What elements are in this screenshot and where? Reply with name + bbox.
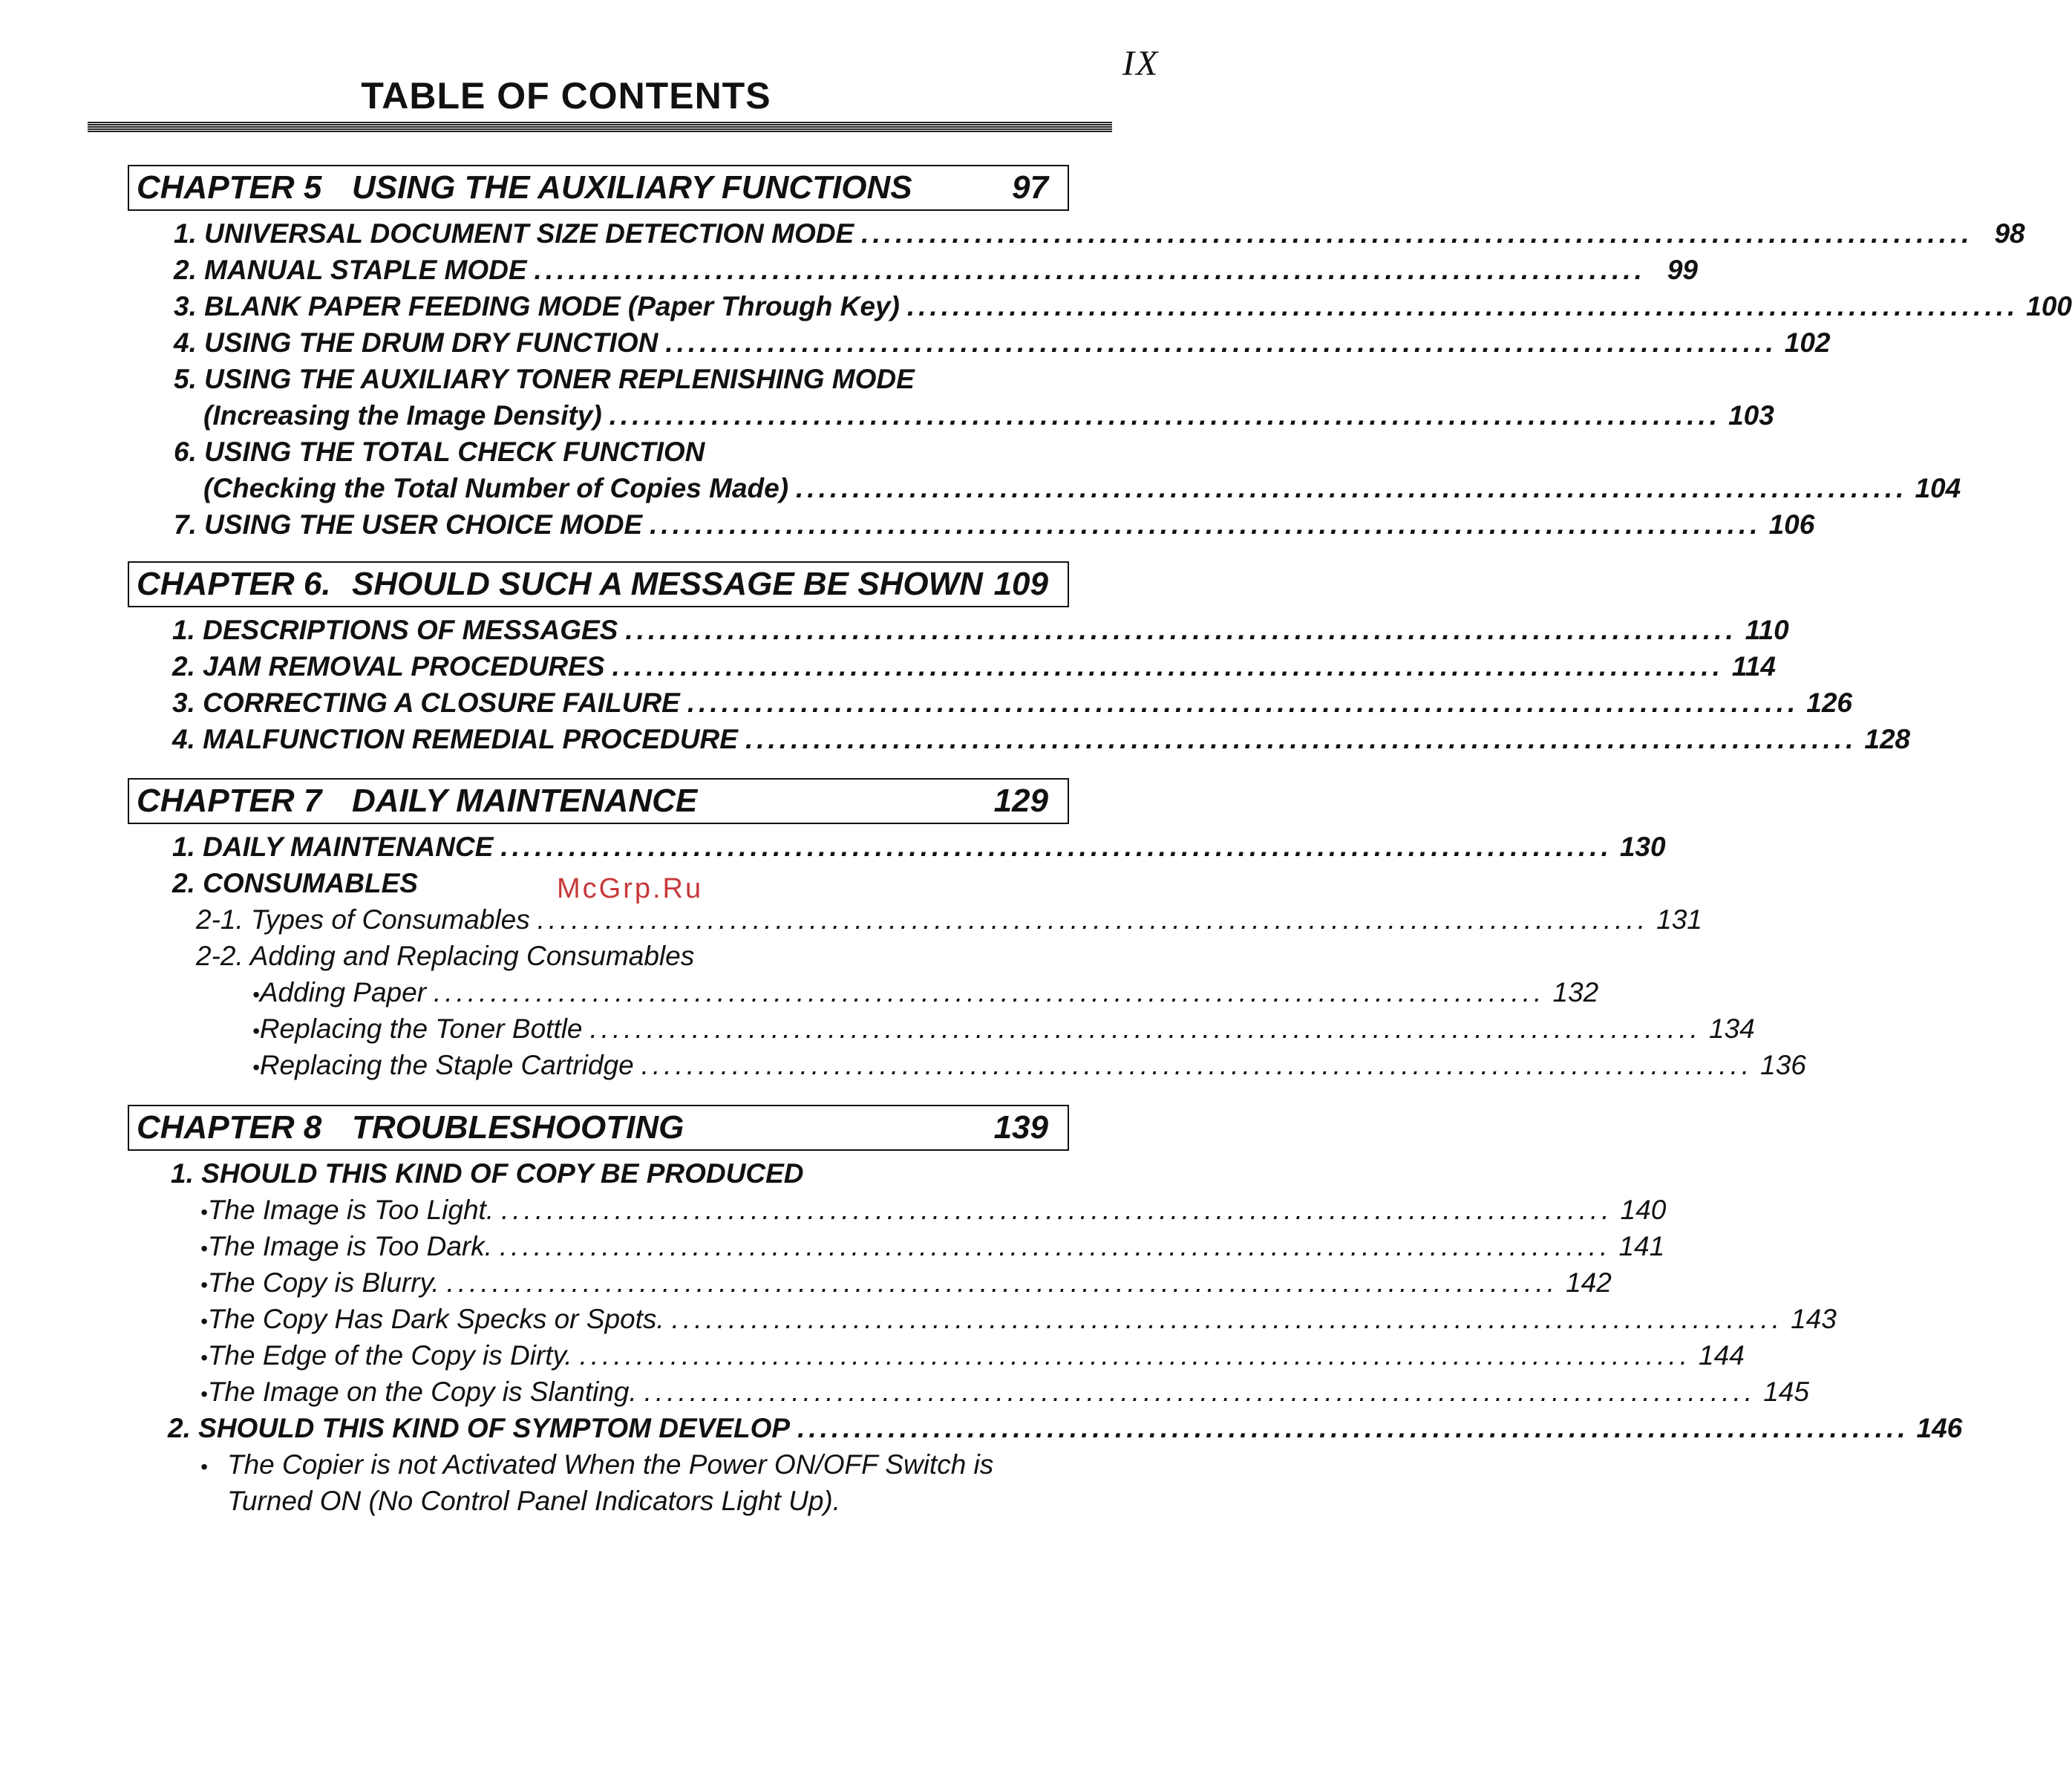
toc-bullet-entry[interactable]: • The Image is Too Light. .................................................................................................. 140 <box>200 1195 1667 1225</box>
toc-bullet-entry[interactable]: • The Edge of the Copy is Dirty. .................................................................................................. 144 <box>200 1340 1745 1371</box>
toc-entry[interactable]: 2. CONSUMABLES <box>172 868 418 898</box>
entry-page: 132 <box>1552 977 1599 1008</box>
bullet-icon: • <box>200 1273 208 1296</box>
entry-page: 143 <box>1791 1304 1837 1334</box>
chapter-page: 139 <box>993 1109 1048 1146</box>
toc-entry[interactable]: 1. DESCRIPTIONS OF MESSAGES .................................................................................................. 110 <box>172 615 1789 645</box>
chapter-6-section <box>128 561 1911 760</box>
toc-entry-continued[interactable]: (Checking the Total Number of Copies Made) .................................................................................................. 104 <box>203 473 1961 503</box>
entry-page: 142 <box>1566 1267 1612 1298</box>
watermark: McGrp.Ru <box>557 873 704 904</box>
bullet-icon: • <box>200 1346 208 1369</box>
chapter-label: CHAPTER 6. <box>137 566 331 602</box>
chapter-8-heading[interactable] <box>128 1105 1069 1151</box>
entry-page: 103 <box>1728 400 1774 431</box>
entry-page: 98 <box>1994 218 2025 249</box>
chapter-title: USING THE AUXILIARY FUNCTIONS <box>352 169 912 206</box>
toc-entry[interactable]: 2. MANUAL STAPLE MODE .................................................................................................. 99 <box>174 255 1698 285</box>
chapter-page: 109 <box>993 566 1048 602</box>
entry-page: 136 <box>1760 1050 1806 1080</box>
toc-entry[interactable]: 5. USING THE AUXILIARY TONER REPLENISHING MODE <box>174 364 915 394</box>
toc-entry[interactable]: 2. JAM REMOVAL PROCEDURES .................................................................................................. 114 <box>172 651 1776 682</box>
page-title: TABLE OF CONTENTS <box>361 75 771 117</box>
entry-page: 134 <box>1708 1013 1755 1044</box>
toc-entry[interactable]: 6. USING THE TOTAL CHECK FUNCTION <box>174 437 705 467</box>
chapter-5-entries <box>128 218 2072 546</box>
bullet-icon: • <box>200 1237 208 1260</box>
chapter-title: DAILY MAINTENANCE <box>352 783 698 819</box>
chapter-7-entries <box>128 832 1806 1086</box>
leader-dots: .................................................................................................. <box>537 904 1650 935</box>
toc-entry[interactable]: 3. CORRECTING A CLOSURE FAILURE .................................................................................................. 126 <box>172 688 1853 718</box>
leader-dots: .................................................................................................. <box>671 1304 1784 1334</box>
page-number: IX <box>1122 44 1160 83</box>
leader-dots: .................................................................................................. <box>796 473 1908 503</box>
leader-dots: .................................................................................................. <box>687 688 1800 718</box>
chapter-5-heading[interactable] <box>128 165 1069 211</box>
toc-bullet-entry[interactable]: • The Image is Too Dark. .................................................................................................. 141 <box>200 1231 1665 1261</box>
toc-entry[interactable]: 4. USING THE DRUM DRY FUNCTION .................................................................................................. 102 <box>174 327 1831 358</box>
entry-page: 140 <box>1620 1195 1667 1225</box>
entry-page: 110 <box>1745 615 1789 645</box>
title-rule <box>88 122 1112 132</box>
chapter-page: 97 <box>1012 169 1048 206</box>
leader-dots: .................................................................................................. <box>589 1013 1702 1044</box>
chapter-7-section <box>128 778 1806 1086</box>
leader-dots: .................................................................................................. <box>906 291 2019 321</box>
toc-entry[interactable]: 1. DAILY MAINTENANCE .................................................................................................. 130 <box>172 832 1666 862</box>
entry-page: 128 <box>1864 724 1911 754</box>
leader-dots: .................................................................................................. <box>644 1377 1756 1407</box>
chapter-6-heading[interactable] <box>128 561 1069 607</box>
entry-page: 106 <box>1768 509 1815 540</box>
toc-entry[interactable]: 1. UNIVERSAL DOCUMENT SIZE DETECTION MODE .................................................................................................. 98 <box>174 218 2025 249</box>
toc-bullet-entry[interactable]: • The Copier is not Activated When the Power ON/OFF Switch is <box>200 1449 994 1480</box>
toc-entry-continued[interactable]: (Increasing the Image Density) .................................................................................................. 103 <box>203 400 1774 431</box>
bullet-icon: • <box>252 1019 260 1042</box>
entry-page: 102 <box>1784 327 1831 358</box>
entry-page: 145 <box>1763 1377 1809 1407</box>
leader-dots: .................................................................................................. <box>579 1340 1692 1371</box>
toc-subentry[interactable]: 2-2. Adding and Replacing Consumables <box>196 941 695 971</box>
toc-entry[interactable]: 3. BLANK PAPER FEEDING MODE (Paper Through Key) .................................................................................................. 100 <box>174 291 2072 321</box>
leader-dots: .................................................................................................. <box>612 651 1724 682</box>
toc-bullet-entry[interactable]: • The Copy Has Dark Specks or Spots. .................................................................................................. 143 <box>200 1304 1837 1334</box>
leader-dots: .................................................................................................. <box>446 1267 1559 1298</box>
chapter-title: TROUBLESHOOTING <box>352 1109 684 1146</box>
leader-dots: .................................................................................................. <box>650 509 1762 540</box>
leader-dots: .................................................................................................. <box>861 218 1973 249</box>
leader-dots: .................................................................................................. <box>501 1195 1613 1225</box>
toc-bullet-entry-continued[interactable]: Turned ON (No Control Panel Indicators Light Up). <box>227 1486 841 1516</box>
chapter-title: SHOULD SUCH A MESSAGE BE SHOWN <box>352 566 983 602</box>
chapter-label: CHAPTER 8 <box>137 1109 322 1146</box>
entry-page: 131 <box>1656 904 1702 935</box>
bullet-icon: • <box>200 1455 208 1478</box>
chapter-label: CHAPTER 7 <box>137 783 322 819</box>
toc-bullet-entry[interactable]: • The Copy is Blurry. .................................................................................................. 142 <box>200 1267 1612 1298</box>
toc-bullet-entry[interactable]: • Replacing the Toner Bottle .................................................................................................. 134 <box>252 1013 1755 1044</box>
chapter-6-entries <box>128 615 1911 760</box>
chapter-8-entries <box>128 1158 1963 1522</box>
entry-page: 114 <box>1731 651 1776 682</box>
chapter-8-section <box>128 1105 1963 1522</box>
entry-page: 99 <box>1667 255 1698 285</box>
toc-entry[interactable]: 1. SHOULD THIS KIND OF COPY BE PRODUCED <box>171 1158 804 1189</box>
entry-page: 146 <box>1916 1413 1963 1443</box>
toc-subentry[interactable]: 2-1. Types of Consumables .................................................................................................. 131 <box>196 904 1702 935</box>
chapter-label: CHAPTER 5 <box>137 169 322 206</box>
bullet-icon: • <box>252 1056 260 1079</box>
leader-dots: .................................................................................................. <box>534 255 1646 285</box>
leader-dots: .................................................................................................. <box>745 724 1857 754</box>
leader-dots: .................................................................................................. <box>641 1050 1754 1080</box>
entry-page: 144 <box>1699 1340 1745 1371</box>
bullet-icon: • <box>252 983 260 1006</box>
toc-bullet-entry[interactable]: • Adding Paper .................................................................................................. 132 <box>252 977 1599 1008</box>
bullet-icon: • <box>200 1310 208 1333</box>
toc-entry[interactable]: 7. USING THE USER CHOICE MODE .................................................................................................. 106 <box>174 509 1815 540</box>
bullet-icon: • <box>200 1201 208 1224</box>
toc-bullet-entry[interactable]: • Replacing the Staple Cartridge .................................................................................................. 136 <box>252 1050 1806 1080</box>
bullet-icon: • <box>200 1382 208 1405</box>
entry-page: 100 <box>2026 291 2072 321</box>
entry-page: 130 <box>1619 832 1666 862</box>
chapter-page: 129 <box>993 783 1048 819</box>
leader-dots: .................................................................................................. <box>500 1231 1612 1261</box>
leader-dots: .................................................................................................. <box>797 1413 1909 1443</box>
entry-page: 141 <box>1618 1231 1665 1261</box>
entry-page: 104 <box>1915 473 1961 503</box>
leader-dots: .................................................................................................. <box>434 977 1546 1008</box>
leader-dots: .................................................................................................. <box>665 327 1777 358</box>
chapter-5-section <box>128 165 2072 546</box>
chapter-7-heading[interactable] <box>128 778 1069 824</box>
leader-dots: .................................................................................................. <box>500 832 1612 862</box>
toc-bullet-entry[interactable]: • The Image on the Copy is Slanting. .................................................................................................. 145 <box>200 1377 1809 1407</box>
leader-dots: .................................................................................................. <box>625 615 1737 645</box>
toc-entry[interactable]: 2. SHOULD THIS KIND OF SYMPTOM DEVELOP .................................................................................................. 146 <box>168 1413 1963 1443</box>
entry-page: 126 <box>1806 688 1853 718</box>
toc-entry[interactable]: 4. MALFUNCTION REMEDIAL PROCEDURE .................................................................................................. 128 <box>172 724 1911 754</box>
leader-dots: .................................................................................................. <box>609 400 1722 431</box>
